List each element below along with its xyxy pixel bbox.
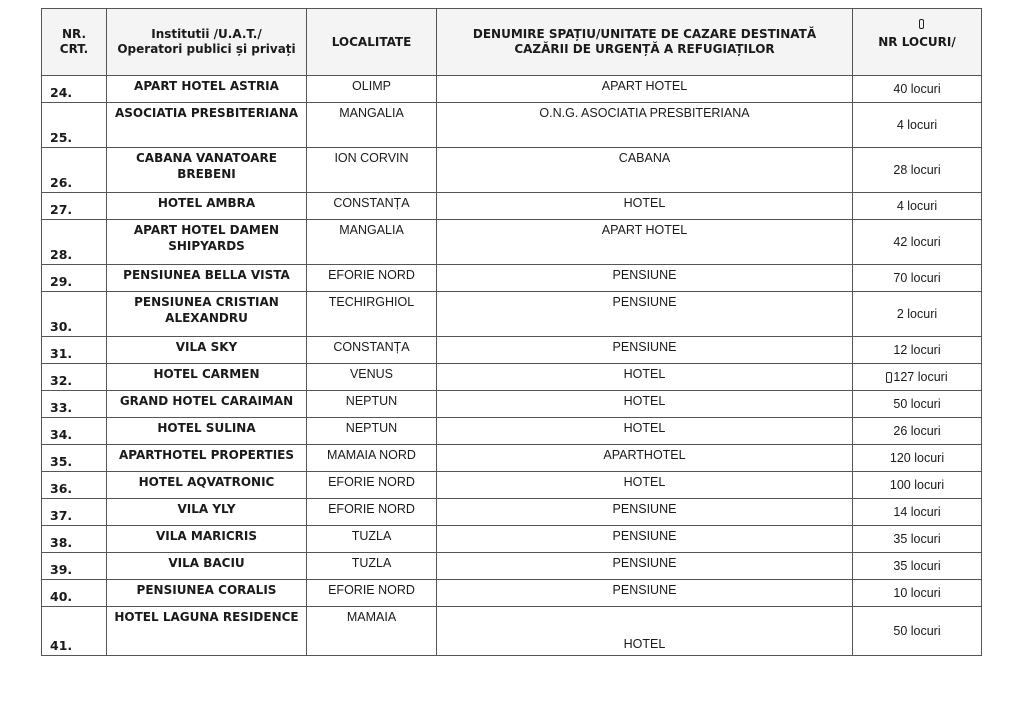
locality-text: ION CORVIN [334, 151, 409, 165]
row-number-text: 24. [50, 85, 73, 100]
institution-text: CABANA VANATOARE BREBENI [136, 151, 277, 181]
places-count-text: 100 locuri [889, 478, 945, 492]
accommodation-type-text: PENSIUNE [612, 268, 677, 282]
row-number-text: 31. [50, 346, 73, 361]
locality-text: MAMAIA [346, 610, 397, 624]
row-number-cell [42, 265, 107, 292]
table-row [42, 292, 982, 337]
row-number-text: 30. [50, 319, 73, 334]
row-number-cell [42, 607, 107, 656]
accommodation-type-cell [437, 418, 853, 445]
places-count-text: 4 locuri [896, 199, 938, 213]
places-count-text: 26 locuri [893, 424, 941, 438]
locality-text: NEPTUN [345, 394, 398, 408]
institution-cell [107, 265, 307, 292]
institution-text: VILA SKY [175, 340, 238, 354]
table-row [42, 526, 982, 553]
places-count-text: 40 locuri [893, 82, 941, 96]
table-row [42, 337, 982, 364]
places-count-cell [853, 418, 982, 445]
accommodation-type-cell [437, 580, 853, 607]
accommodation-type-cell [437, 607, 853, 656]
institution-text: HOTEL CARMEN [153, 367, 260, 381]
row-number-cell [42, 499, 107, 526]
places-count-text: 70 locuri [893, 271, 941, 285]
institution-text: PENSIUNEA CRISTIAN ALEXANDRU [134, 295, 279, 325]
accommodation-type-text: HOTEL [623, 196, 666, 210]
row-number-cell [42, 76, 107, 103]
places-count-cell [853, 526, 982, 553]
table-row [42, 76, 982, 103]
institution-cell [107, 220, 307, 265]
row-number-text: 25. [50, 130, 73, 145]
accommodation-type-cell [437, 499, 853, 526]
accommodation-type-text: PENSIUNE [612, 295, 677, 309]
table-row [42, 391, 982, 418]
accommodation-type-cell [437, 193, 853, 220]
table-row [42, 148, 982, 193]
locality-text: EFORIE NORD [328, 268, 415, 282]
locality-text: VENUS [349, 367, 394, 381]
table-header-row [42, 9, 982, 76]
institution-text: APART HOTEL ASTRIA [134, 79, 279, 93]
accommodation-type-text: PENSIUNE [612, 583, 677, 597]
locality-cell [307, 499, 437, 526]
locality-cell [307, 526, 437, 553]
row-number-text: 32. [50, 373, 73, 388]
row-number-cell [42, 193, 107, 220]
accommodation-type-cell [437, 445, 853, 472]
table-row [42, 499, 982, 526]
accommodation-type-text: PENSIUNE [612, 556, 677, 570]
accommodation-type-text: CABANA [618, 151, 671, 165]
row-number-cell [42, 526, 107, 553]
places-count-text: 50 locuri [893, 397, 941, 411]
accommodation-type-cell [437, 337, 853, 364]
locality-cell [307, 553, 437, 580]
locality-text: EFORIE NORD [328, 475, 415, 489]
places-count-cell [853, 103, 982, 148]
institution-cell [107, 472, 307, 499]
locality-text: CONSTANȚA [333, 196, 410, 210]
row-number-text: 41. [50, 638, 73, 653]
institution-cell [107, 526, 307, 553]
row-number-text: 36. [50, 481, 73, 496]
accommodation-type-cell [437, 292, 853, 337]
places-count-cell [853, 265, 982, 292]
accommodation-type-cell [437, 364, 853, 391]
refugee-accommodation-table [41, 8, 982, 656]
locality-text: TUZLA [351, 556, 392, 570]
row-number-cell [42, 292, 107, 337]
refugee-accommodation-table-container [41, 8, 981, 656]
places-count-cell [853, 472, 982, 499]
institution-text: GRAND HOTEL CARAIMAN [119, 394, 294, 408]
table-row [42, 607, 982, 656]
places-count-text: 42 locuri [893, 235, 941, 249]
places-count-text: 35 locuri [893, 532, 941, 546]
locality-cell [307, 580, 437, 607]
row-number-text: 40. [50, 589, 73, 604]
accommodation-type-text: PENSIUNE [612, 340, 677, 354]
row-number-text: 37. [50, 508, 73, 523]
places-count-cell [853, 553, 982, 580]
table-row [42, 472, 982, 499]
accommodation-type-cell [437, 526, 853, 553]
header-institutii: Institutii /U.A.T./ Operatori publici și privați [107, 9, 307, 76]
places-count-text: 127 locuri [893, 370, 948, 384]
places-count-cell [853, 76, 982, 103]
accommodation-type-cell [437, 103, 853, 148]
scan-mark-icon [886, 372, 892, 383]
places-count-text: 14 locuri [893, 505, 941, 519]
accommodation-type-text: HOTEL [623, 421, 666, 435]
table-row [42, 193, 982, 220]
table-row [42, 445, 982, 472]
row-number-cell [42, 580, 107, 607]
institution-text: HOTEL AQVATRONIC [138, 475, 275, 489]
places-count-cell [853, 220, 982, 265]
places-count-text: 35 locuri [893, 559, 941, 573]
institution-text: VILA YLY [177, 502, 236, 516]
institution-text: HOTEL SULINA [157, 421, 256, 435]
row-number-cell [42, 103, 107, 148]
header-denumire: DENUMIRE SPAȚIU/UNITATE DE CAZARE DESTINATĂ CAZĂRII DE URGENȚĂ A REFUGIAȚILOR [437, 9, 853, 76]
locality-text: EFORIE NORD [328, 502, 415, 516]
locality-cell [307, 418, 437, 445]
places-count-text: 120 locuri [889, 451, 945, 465]
institution-text: APART HOTEL DAMEN SHIPYARDS [133, 223, 280, 253]
locality-text: MAMAIA NORD [327, 448, 416, 462]
places-count-text: 2 locuri [896, 307, 938, 321]
row-number-cell [42, 553, 107, 580]
locality-cell [307, 76, 437, 103]
accommodation-type-text: PENSIUNE [612, 502, 677, 516]
places-count-cell [853, 292, 982, 337]
institution-text: ASOCIATIA PRESBITERIANA [114, 106, 299, 120]
accommodation-type-cell [437, 220, 853, 265]
institution-cell [107, 418, 307, 445]
institution-cell [107, 391, 307, 418]
accommodation-type-text: O.N.G. ASOCIATIA PRESBITERIANA [539, 106, 750, 120]
accommodation-type-text: PENSIUNE [612, 529, 677, 543]
institution-text: VILA BACIU [168, 556, 245, 570]
institution-cell [107, 607, 307, 656]
locality-cell [307, 364, 437, 391]
row-number-text: 39. [50, 562, 73, 577]
accommodation-type-text: HOTEL [623, 637, 666, 651]
institution-text: HOTEL AMBRA [157, 196, 256, 210]
header-nr-locuri: NR LOCURI/ [853, 9, 982, 76]
institution-cell [107, 76, 307, 103]
table-row [42, 220, 982, 265]
row-number-cell [42, 391, 107, 418]
places-count-cell [853, 148, 982, 193]
institution-cell [107, 553, 307, 580]
accommodation-type-text: APART HOTEL [601, 79, 688, 93]
locality-text: CONSTANȚA [333, 340, 410, 354]
locality-text: TECHIRGHIOL [328, 295, 415, 309]
row-number-cell [42, 445, 107, 472]
locality-cell [307, 472, 437, 499]
places-count-text: 28 locuri [893, 163, 941, 177]
institution-cell [107, 580, 307, 607]
locality-cell [307, 148, 437, 193]
places-count-text: 10 locuri [893, 586, 941, 600]
row-number-text: 38. [50, 535, 73, 550]
locality-text: MANGALIA [339, 106, 404, 120]
row-number-text: 29. [50, 274, 73, 289]
institution-text: PENSIUNEA BELLA VISTA [123, 268, 290, 282]
table-row [42, 580, 982, 607]
locality-cell [307, 391, 437, 418]
institution-text: PENSIUNEA CORALIS [136, 583, 277, 597]
institution-cell [107, 193, 307, 220]
accommodation-type-cell [437, 76, 853, 103]
accommodation-type-cell [437, 553, 853, 580]
locality-cell [307, 337, 437, 364]
accommodation-type-text: APART HOTEL [601, 223, 688, 237]
accommodation-type-text: HOTEL [623, 394, 666, 408]
table-row [42, 553, 982, 580]
locality-cell [307, 292, 437, 337]
locality-cell [307, 265, 437, 292]
places-count-cell [853, 499, 982, 526]
row-number-text: 35. [50, 454, 73, 469]
locality-text: MANGALIA [339, 223, 404, 237]
places-count-text: 12 locuri [893, 343, 941, 357]
row-number-text: 33. [50, 400, 73, 415]
institution-cell [107, 292, 307, 337]
table-row [42, 418, 982, 445]
places-count-cell [853, 193, 982, 220]
accommodation-type-text: APARTHOTEL [603, 448, 686, 462]
locality-text: NEPTUN [345, 421, 398, 435]
row-number-cell [42, 418, 107, 445]
institution-text: VILA MARICRIS [156, 529, 257, 543]
locality-text: OLIMP [352, 79, 391, 93]
row-number-text: 27. [50, 202, 73, 217]
institution-cell [107, 445, 307, 472]
places-count-cell [853, 607, 982, 656]
row-number-text: 28. [50, 247, 73, 262]
accommodation-type-cell [437, 472, 853, 499]
places-count-cell [853, 364, 982, 391]
places-count-cell [853, 337, 982, 364]
locality-text: TUZLA [351, 529, 392, 543]
institution-cell [107, 148, 307, 193]
row-number-text: 26. [50, 175, 73, 190]
institution-cell [107, 499, 307, 526]
row-number-cell [42, 337, 107, 364]
places-count-text: 4 locuri [896, 118, 938, 132]
scan-mark-icon [919, 19, 924, 29]
institution-cell [107, 337, 307, 364]
row-number-cell [42, 220, 107, 265]
header-localitate: LOCALITATE [307, 9, 437, 76]
accommodation-type-cell [437, 265, 853, 292]
table-row [42, 265, 982, 292]
institution-text: APARTHOTEL PROPERTIES [118, 448, 295, 462]
accommodation-type-text: HOTEL [623, 475, 666, 489]
institution-cell [107, 103, 307, 148]
accommodation-type-text: HOTEL [623, 367, 666, 381]
places-count-cell [853, 580, 982, 607]
row-number-text: 34. [50, 427, 73, 442]
places-count-cell [853, 391, 982, 418]
row-number-cell [42, 364, 107, 391]
header-nr-crt: NR. CRT. [42, 9, 107, 76]
places-count-text: 50 locuri [893, 624, 941, 638]
table-row [42, 364, 982, 391]
places-count-cell [853, 445, 982, 472]
locality-cell [307, 103, 437, 148]
locality-cell [307, 193, 437, 220]
accommodation-type-cell [437, 391, 853, 418]
accommodation-type-cell [437, 148, 853, 193]
locality-text: EFORIE NORD [328, 583, 415, 597]
locality-cell [307, 607, 437, 656]
institution-cell [107, 364, 307, 391]
row-number-cell [42, 472, 107, 499]
locality-cell [307, 445, 437, 472]
row-number-cell [42, 148, 107, 193]
locality-cell [307, 220, 437, 265]
table-row [42, 103, 982, 148]
institution-text: HOTEL LAGUNA RESIDENCE [114, 610, 299, 624]
